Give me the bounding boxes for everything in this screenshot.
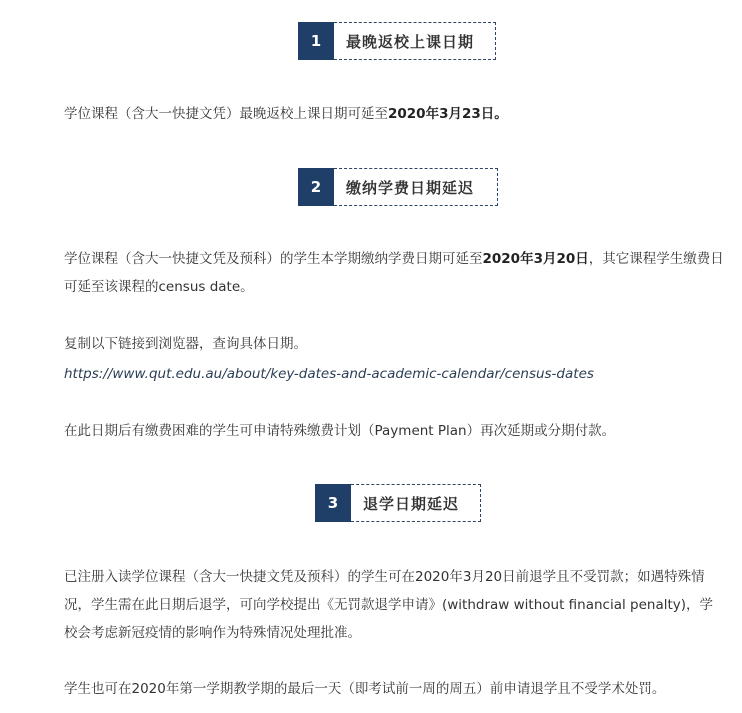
section-2-title: 缴纳学费日期延迟: [334, 168, 498, 206]
section-2-number: 2: [298, 168, 334, 206]
section-1-heading: [298, 22, 496, 60]
section-3-paragraph-2: [64, 675, 724, 703]
section-1-number: 1: [298, 22, 334, 60]
section-3-paragraph-1-text: 已注册入读学位课程（含大一快捷文凭及预科）的学生可在2020年3月20日前退学且不受罚款；如遇特殊情况，学生需在此日期后退学，可向学校提出《无罚款退学申请》(withdraw without financial penalty)，学校会考虑新冠疫情的影响作为特殊情况处理批准。: [64, 569, 714, 641]
section-3-paragraph-1: [64, 563, 724, 647]
section-2-paragraph-4: [64, 417, 724, 445]
section-2-paragraph-2-text: 复制以下链接到浏览器，查询具体日期。: [64, 336, 307, 352]
section-3-title: 退学日期延迟: [351, 484, 481, 522]
section-2-paragraph-1: [64, 245, 724, 301]
section-2-heading: [298, 168, 498, 206]
section-3-number: 3: [315, 484, 351, 522]
section-2-paragraph-1-text-2: ，其它课程学生缴费日可延至该课程的census date。: [64, 251, 724, 295]
section-3-heading: [315, 484, 481, 522]
census-dates-link[interactable]: https://www.qut.edu.au/about/key-dates-and-academic-calendar/census-dates: [64, 366, 594, 382]
section-1-paragraph-1-date: 2020年3月23日。: [388, 106, 508, 122]
section-1-title: 最晚返校上课日期: [334, 22, 496, 60]
section-2-paragraph-1-text: 学位课程（含大一快捷文凭及预科）的学生本学期缴纳学费日期可延至: [64, 251, 483, 267]
section-3-paragraph-2-text: 学生也可在2020年第一学期教学期的最后一天（即考试前一周的周五）前申请退学且不受学术处罚。: [64, 681, 666, 697]
section-1-paragraph-1: [64, 100, 724, 128]
section-2-paragraph-3: [64, 360, 724, 388]
section-2-paragraph-4-text: 在此日期后有缴费困难的学生可申请特殊缴费计划（Payment Plan）再次延期或分期付款。: [64, 423, 616, 439]
section-1-paragraph-1-text: 学位课程（含大一快捷文凭）最晚返校上课日期可延至: [64, 106, 388, 122]
section-2-paragraph-1-date: 2020年3月20日: [482, 251, 589, 267]
section-2-paragraph-2: [64, 330, 724, 358]
